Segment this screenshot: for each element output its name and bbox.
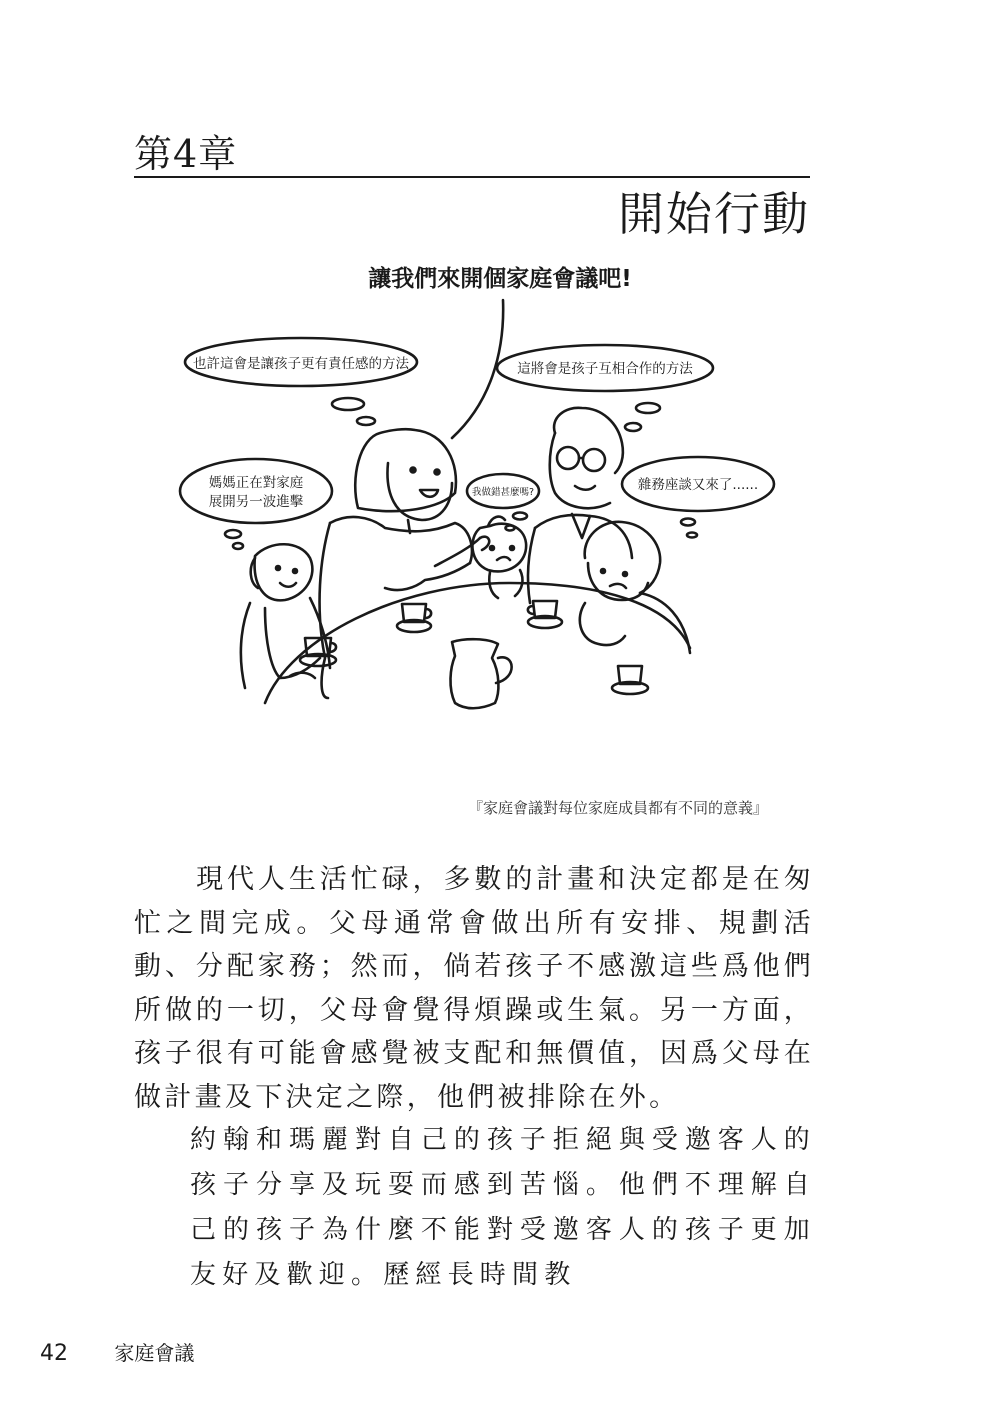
running-title: 家庭會議 bbox=[114, 1341, 195, 1365]
family-meeting-illustration bbox=[170, 258, 820, 758]
baby-thought-text: 我做錯甚麼嗎? bbox=[471, 487, 535, 498]
mom-thought-text: 也許這會是讓孩子更有責任感的方法 bbox=[193, 356, 409, 372]
girl-thought-text-1: 媽媽正在對家庭 bbox=[208, 475, 304, 491]
dad-thought-text: 這將會是孩子互相合作的方法 bbox=[517, 361, 693, 377]
girl-thought-text-2: 展開另一波進擊 bbox=[208, 494, 304, 510]
boy-thought-bubble bbox=[622, 457, 774, 538]
cup-front bbox=[612, 666, 648, 694]
cup-right bbox=[528, 601, 562, 628]
dad-figure bbox=[528, 408, 632, 603]
baby-figure bbox=[472, 517, 526, 598]
milk-pitcher bbox=[450, 639, 511, 708]
illustration-caption: 『家庭會議對每位家庭成員都有不同的意義』 bbox=[467, 799, 768, 817]
girl-thought-bubble bbox=[180, 459, 332, 549]
chapter-title: 開始行動 bbox=[618, 187, 810, 241]
illustration-headline: 讓我們來開個家庭會議吧! bbox=[368, 266, 632, 292]
speech-line bbox=[452, 300, 503, 438]
mom-figure bbox=[320, 429, 490, 698]
boy-figure bbox=[580, 522, 690, 653]
page-footer bbox=[40, 1338, 194, 1369]
mom-thought-bubble bbox=[185, 338, 417, 425]
body-paragraph-2: 約翰和瑪麗對自己的孩子拒絕與受邀客人的孩子分享及玩耍而感到苦惱。他們不理解自己的孩子為什麼不能對受邀客人的孩子更加友好及歡迎。歷經長時間教 bbox=[190, 1125, 816, 1290]
cup-center bbox=[397, 604, 431, 632]
chapter-label: 第4章 bbox=[134, 132, 238, 176]
chapter-divider bbox=[134, 176, 810, 178]
body-paragraph-1: 現代人生活忙碌，多數的計畫和決定都是在匆忙之間完成。父母通常會做出所有安排、規劃活動、分配家務；然而，倘若孩子不感激這些爲他們所做的一切，父母會覺得煩躁或生氣。另一方面，孩子很有可能會感覺被支配和無價值，因爲父母在做計畫及下決定之際，他們被排除在外。 bbox=[134, 864, 814, 1113]
baby-thought-bubble bbox=[467, 474, 539, 531]
dad-thought-bubble bbox=[497, 345, 713, 431]
page-number: 42 bbox=[40, 1341, 68, 1366]
boy-thought-text: 雜務座談又來了...... bbox=[637, 477, 759, 493]
